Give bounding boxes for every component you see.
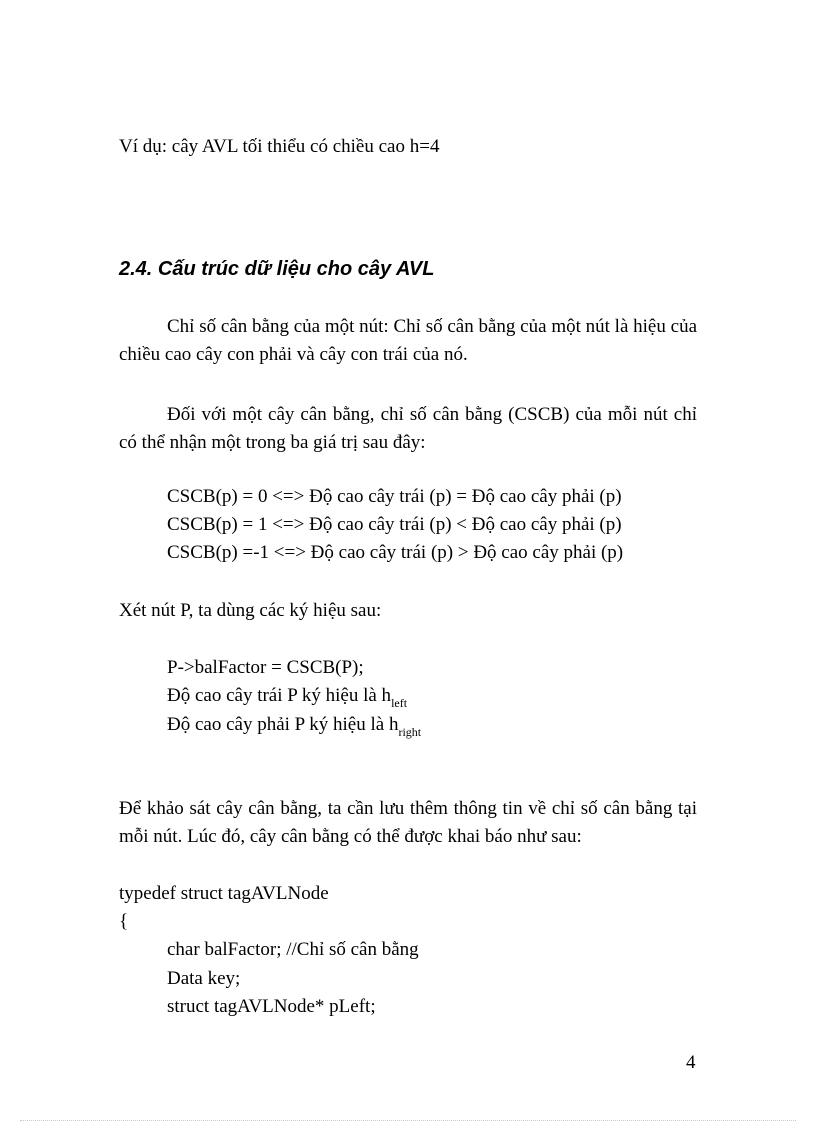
notation-left-subscript: left [391, 696, 408, 710]
notation-intro: Xét nút P, ta dùng các ký hiệu sau: [119, 600, 382, 621]
balance-factor-definition: Chỉ số cân bằng của một nút: Chỉ số cân bằng của một nút là hiệu của chiều cao cây con phải và cây con trái của nó. [119, 316, 697, 365]
balance-factor-values-intro: Đối với một cây cân bằng, chỉ số cân bằng (CSCB) của mỗi nút chỉ có thể nhận một trong ba giá trị sau đây: [119, 404, 697, 453]
balance-case-left-higher: CSCB(p) =-1 <=> Độ cao cây trái (p) > Độ cao cây phải (p) [167, 542, 624, 563]
notation-right-height-text: Độ cao cây phải P ký hiệu là h [167, 714, 399, 735]
example-caption: Ví dụ: cây AVL tối thiểu có chiều cao h=4 [119, 136, 440, 157]
notation-left-height-text: Độ cao cây trái P ký hiệu là h [167, 685, 392, 706]
balance-case-equal: CSCB(p) = 0 <=> Độ cao cây trái (p) = Độ cao cây phải (p) [167, 486, 622, 507]
code-line-pleft: struct tagAVLNode* pLeft; [167, 996, 376, 1017]
balance-case-right-higher: CSCB(p) = 1 <=> Độ cao cây trái (p) < Độ cao cây phải (p) [167, 514, 622, 535]
code-line-open-brace: { [119, 911, 129, 932]
page-number: 4 [686, 1052, 696, 1073]
code-line-typedef: typedef struct tagAVLNode [119, 883, 329, 904]
code-line-balfactor: char balFactor; //Chỉ số cân bằng [167, 939, 419, 960]
page-edge-divider [20, 1120, 796, 1121]
notation-left-height [167, 682, 407, 710]
notation-right-height [167, 711, 421, 739]
code-line-key: Data key; [167, 968, 241, 989]
section-heading: 2.4. Cấu trúc dữ liệu cho cây AVL [119, 258, 435, 280]
notation-right-subscript: right [398, 725, 422, 739]
declaration-intro: Để khảo sát cây cân bằng, ta cần lưu thêm thông tin về chỉ số cân bằng tại mỗi nút. Lúc đó, cây cân bằng có thể được khai báo như sau: [119, 798, 697, 847]
notation-balfactor: P->balFactor = CSCB(P); [167, 657, 364, 678]
